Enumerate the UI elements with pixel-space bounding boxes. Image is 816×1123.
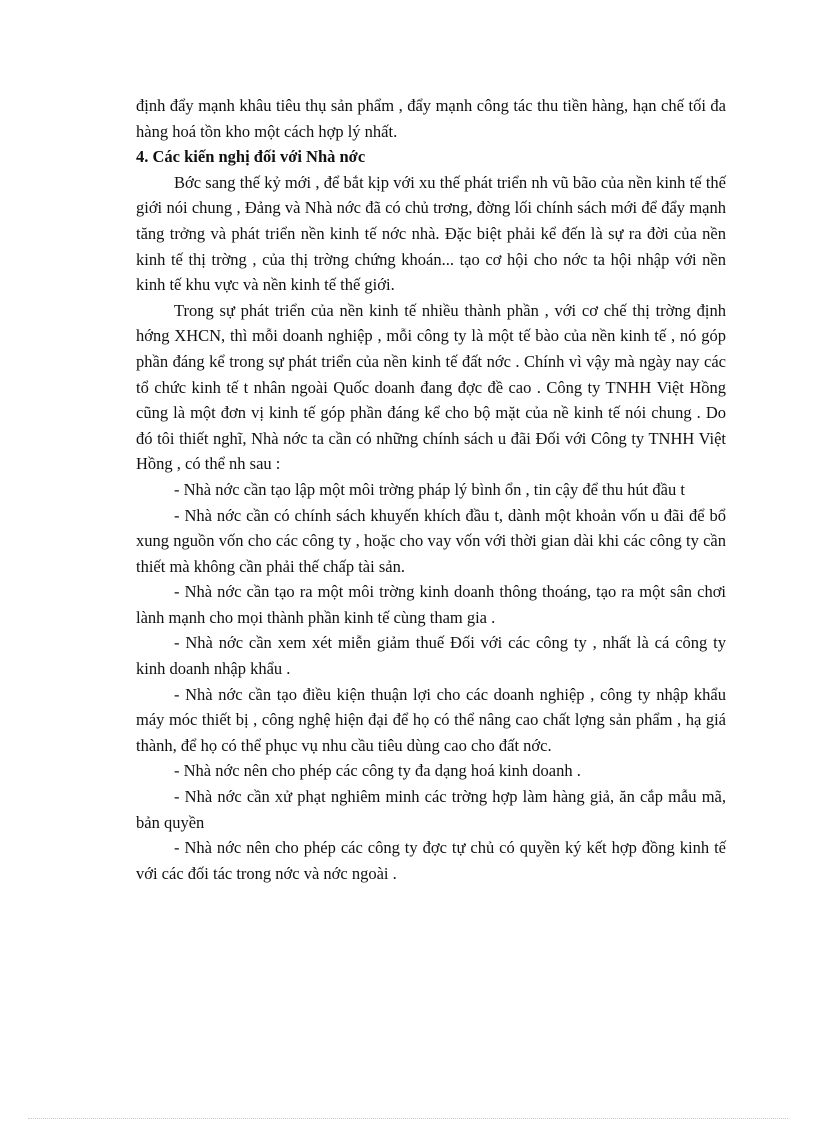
recommendation-item: - Nhà nớc cần tạo điều kiện thuận lợi cho các doanh nghiệp , công ty nhập khẩu máy móc thiết bị , công nghệ hiện đại để họ có thể nâng cao chất lợng sản phẩm , hạ giá thành, để họ có thể phục vụ nhu cầu tiêu dùng cao cho đất nớc. [136,684,726,755]
body-paragraph: Trong sự phát triển của nền kinh tế nhiều thành phần , với cơ chế thị trờng định hớng XHCN, thì mỗi doanh nghiệp , mỗi công ty là một tế bào của nền kinh tế , nó góp phần đáng kể trong sự phát triển của nền kinh tế đất nớc . Chính vì vậy mà ngày nay các tổ chức kinh tế t nhân ngoài Quốc doanh đang đợc đề cao . Công ty TNHH Việt Hồng cũng là một đơn vị kinh tế góp phần đáng kể cho bộ mặt của nề kinh tế nói chung . Do đó tôi thiết nghĩ, Nhà nớc ta cần có những chính sách u đãi Đối với Công ty TNHH Việt Hồng , có thể nh sau : [136,300,726,474]
recommendation-item: - Nhà nớc cần xử phạt nghiêm minh các trờng hợp làm hàng giả, ăn cắp mẫu mã, bản quyền [136,787,726,832]
continuation-paragraph: định đẩy mạnh khâu tiêu thụ sản phẩm , đẩy mạnh công tác thu tiền hàng, hạn chế tối đa hàng hoá tồn kho một cách hợp lý nhất. [136,96,726,141]
body-paragraph: Bớc sang thế kỷ mới , để bắt kịp với xu thế phát triển nh vũ bão của nền kinh tế thế giới nói chung , Đảng và Nhà nớc đã có chủ trơng, đờng lối chính sách mới để đẩy mạnh tăng trởng và phát triển nền kinh tế nớc nhà. Đặc biệt phải kể đến là sự ra đời của nền kinh tế thị trờng , của thị trờng chứng khoán... tạo cơ hội cho nớc ta hội nhập với nền kinh tế khu vực và nền kinh tế thế giới. [136,172,726,295]
recommendation-item: - Nhà nớc cần xem xét miễn giảm thuế Đối với các công ty , nhất là cá công ty kinh doanh nhập khẩu . [136,633,726,679]
recommendation-item: - Nhà nớc nên cho phép các công ty đa dạng hoá kinh doanh . [174,761,581,781]
recommendation-item: - Nhà nớc cần có chính sách khuyến khích đầu t, dành một khoản vốn u đãi để bổ xung nguồn vốn cho các công ty , hoặc cho vay vốn với thời gian dài khi các công ty cần thiết mà không cần phải thế chấp tài sản. [136,505,726,576]
page-bottom-divider [28,1118,788,1119]
document-body [136,93,726,886]
recommendation-item: - Nhà nớc cần tạo lập một môi trờng pháp lý bình ổn , tin cậy để thu hút đầu t [174,479,685,499]
recommendation-item: - Nhà nớc cần tạo ra một môi trờng kinh doanh thông thoáng, tạo ra một sân chơi lành mạnh cho mọi thành phần kinh tế cùng tham gia . [136,582,726,627]
section-heading: 4. Các kiến nghị đối với Nhà nớc [136,147,366,167]
recommendation-item: - Nhà nớc nên cho phép các công ty đợc tự chủ có quyền ký kết hợp đồng kinh tế với các đối tác trong nớc và nớc ngoài . [136,838,726,883]
